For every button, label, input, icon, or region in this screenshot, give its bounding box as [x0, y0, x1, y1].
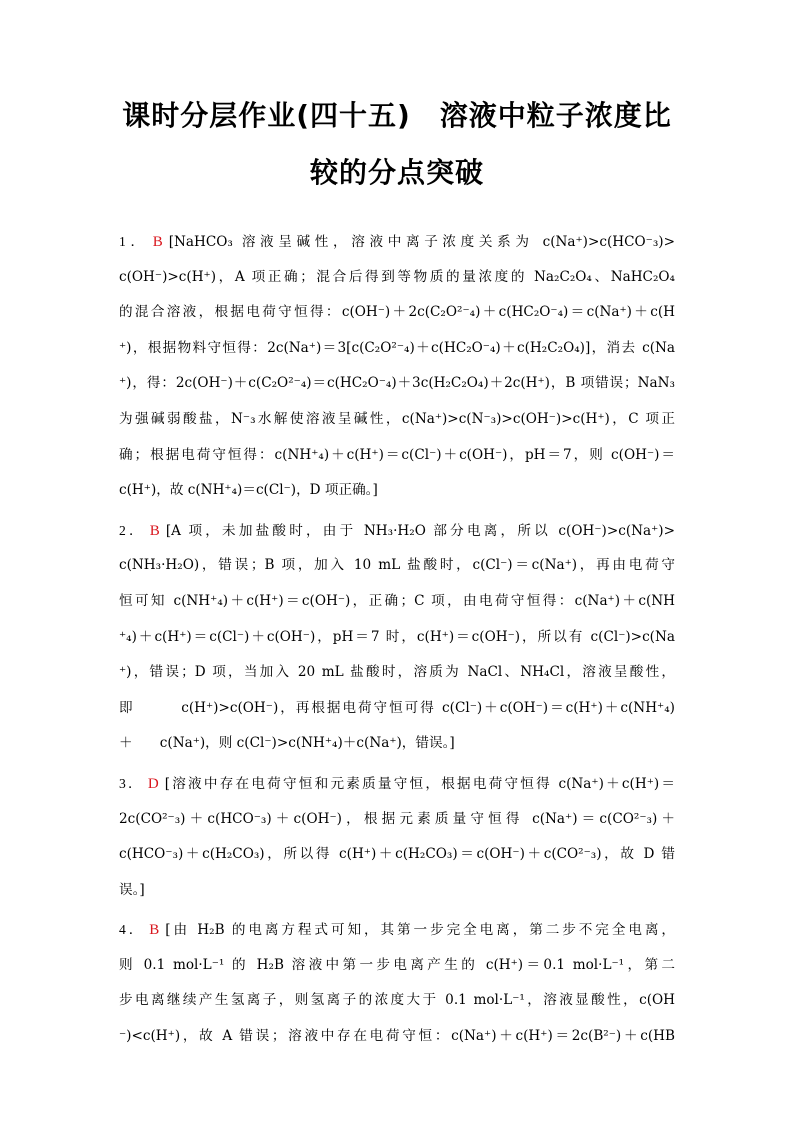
page-title-line-1: 课时分层作业(四十五) 溶液中粒子浓度比 [122, 99, 672, 132]
explanation-line: ⁺)，得：2c(OH⁻)＋c(C₂O²⁻₄)＝c(HC₂O⁻₄)＋3c(H₂C₂O₄)＋2c(H⁺)，B 项错误；NaN₃ [119, 375, 675, 392]
explanation-line: c(HCO⁻₃)＋c(H₂CO₃)，所以得 c(H⁺)＋c(H₂CO₃)＝c(OH⁻)＋c(CO²⁻₃)，故 D 错 [119, 846, 675, 863]
question-number: 3． [119, 775, 144, 791]
answer-item-2 [119, 513, 675, 762]
explanation-line: 恒可知 c(NH⁺₄)＋c(H⁺)＝c(OH⁻)，正确；C 项，由电荷守恒得：c(Na⁺)＋c(NH [119, 592, 675, 609]
explanation-line: [NaHCO₃ 溶液呈碱性，溶液中离子浓度关系为 c(Na⁺)>c(HCO⁻₃)> [168, 234, 675, 250]
explanation-line: 步电离继续产生氢离子，则氢离子的浓度大于 0.1 mol·L⁻¹，溶液显酸性，c(OH [119, 992, 675, 1009]
explanation-line: 则 0.1 mol·L⁻¹ 的 H₂B 溶液中第一步电离产生的 c(H⁺)＝0.1 mol·L⁻¹，第二 [119, 956, 675, 973]
question-number: 4． [119, 922, 146, 938]
question-number: 1． [119, 234, 149, 249]
explanation-line: [由 H₂B 的电离方程式可知，其第一步完全电离，第二步不完全电离， [165, 922, 675, 939]
explanation-line: [A 项，未加盐酸时，由于 NH₃·H₂O 部分电离，所以 c(OH⁻)>c(Na⁺)> [165, 522, 675, 539]
answer-letter: B [152, 234, 163, 250]
explanation-line: c(H⁺)，故 c(NH⁺₄)＝c(Cl⁻)，D 项正确。] [119, 482, 378, 499]
answer-item-1 [119, 224, 675, 509]
explanation-line: c(NH₃·H₂O)，错误；B 项，加入 10 mL 盐酸时，c(Cl⁻)＝c(Na⁺)，再由电荷守 [119, 557, 675, 574]
answer-list [119, 224, 675, 1059]
explanation-line: c(OH⁻)>c(H⁺)，A 项正确；混合后得到等物质的量浓度的 Na₂C₂O₄、NaHC₂O₄ [119, 268, 675, 285]
answer-item-4 [119, 912, 675, 1054]
answer-item-3 [119, 766, 675, 908]
explanation-line: ⁺₄)＋c(H⁺)＝c(Cl⁻)＋c(OH⁻)，pH＝7 时，c(H⁺)＝c(OH⁻)，所以有 c(Cl⁻)>c(Na [119, 628, 675, 645]
explanation-line: 确；根据电荷守恒得：c(NH⁺₄)＋c(H⁺)＝c(Cl⁻)＋c(OH⁻)，pH＝7，则 c(OH⁻)＝ [119, 446, 675, 463]
explanation-line: ＋ c(Na⁺)，则 c(Cl⁻)>c(NH⁺₄)＋c(Na⁺)，错误。] [119, 735, 455, 752]
explanation-line: 为强碱弱酸盐，N⁻₃水解使溶液呈碱性，c(Na⁺)>c(N⁻₃)>c(OH⁻)>c(H⁺)，C 项正 [119, 410, 675, 427]
explanation-line: 的混合溶液，根据电荷守恒得：c(OH⁻)＋2c(C₂O²⁻₄)＋c(HC₂O⁻₄)＝c(Na⁺)＋c(H [119, 304, 675, 321]
answer-letter: D [147, 775, 159, 792]
explanation-line: ⁺)，根据物料守恒得：2c(Na⁺)＝3[c(C₂O²⁻₄)＋c(HC₂O⁻₄)＋c(H₂C₂O₄)]，消去 c(Na [119, 339, 675, 356]
question-number: 2． [119, 522, 146, 538]
explanation-line: ⁻)<c(H⁺)，故 A 错误；溶液中存在电荷守恒：c(Na⁺)＋c(H⁺)＝2c(B²⁻)＋c(HB [119, 1028, 675, 1045]
explanation-line: [溶液中存在电荷守恒和元素质量守恒，根据电荷守恒得 c(Na⁺)＋c(H⁺)＝ [164, 775, 675, 792]
page-title-line-2: 较的分点突破 [309, 156, 484, 189]
explanation-line: 2c(CO²⁻₃)＋c(HCO⁻₃)＋c(OH⁻)，根据元素质量守恒得 c(Na⁺)＝c(CO²⁻₃)＋ [119, 810, 675, 827]
answer-letter: B [149, 522, 160, 539]
answer-letter: B [149, 922, 160, 939]
explanation-line: 误。] [119, 881, 145, 898]
explanation-line: 即 c(H⁺)>c(OH⁻)，再根据电荷守恒可得 c(Cl⁻)＋c(OH⁻)＝c(H⁺)＋c(NH⁺₄) [119, 699, 675, 716]
explanation-line: ⁺)，错误；D 项，当加入 20 mL 盐酸时，溶质为 NaCl、NH₄Cl，溶液呈酸性， [119, 664, 675, 681]
